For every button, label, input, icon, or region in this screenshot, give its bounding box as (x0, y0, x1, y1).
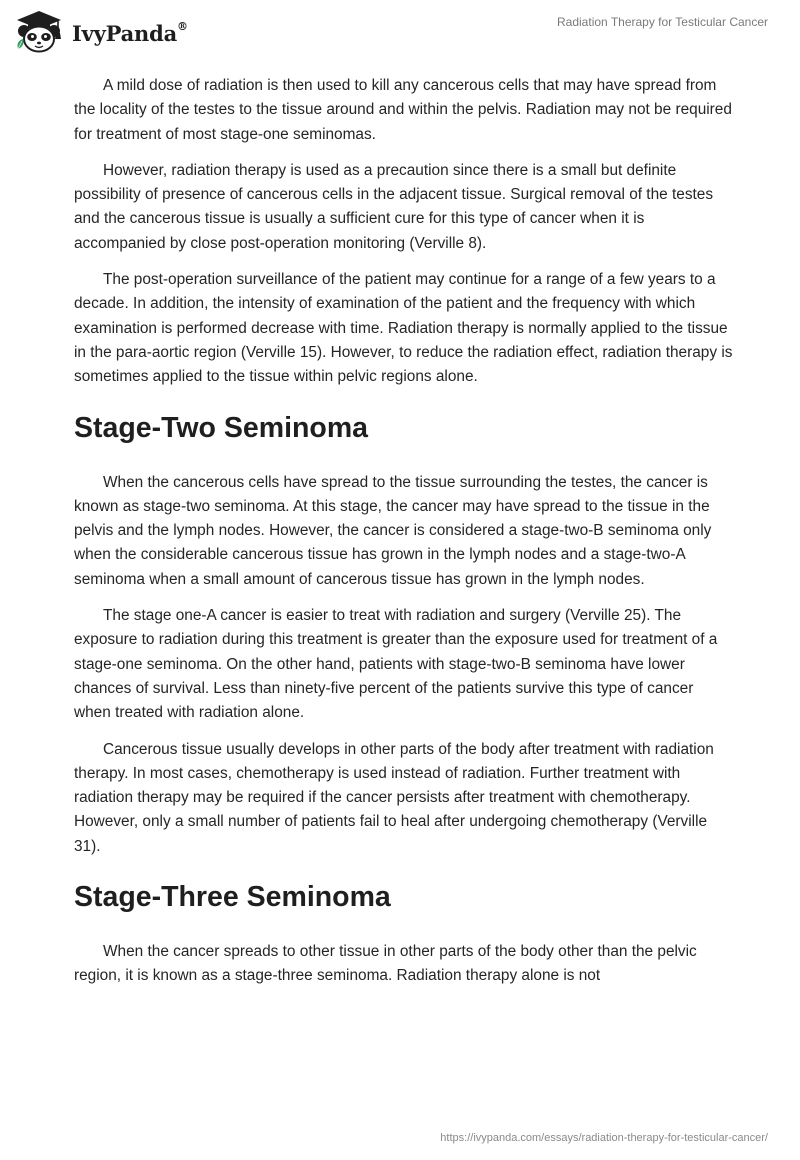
paragraph: The stage one-A cancer is easier to treat with radiation and surgery (Verville 25). The exposure to radiation during this treatment is greater than the exposure used for treatment of a stage-one seminoma. On the other hand, patients with stage-two-B seminoma have lower chances of survival. Less than ninety-five percent of the patients survive this type of cancer when treated with radiation alone. (74, 607, 718, 722)
source-url[interactable]: https://ivypanda.com/essays/radiation-therapy-for-testicular-cancer/ (440, 1132, 768, 1144)
paragraph: Cancerous tissue usually develops in other parts of the body after treatment with radiation therapy. In most cases, chemotherapy is used instead of radiation. Further treatment with radiation therapy may be required if the cancer persists after treatment with chemotherapy. However, only a small number of patients fail to heal after undergoing chemotherapy (Verville 31). (74, 740, 714, 855)
paragraph: The post-operation surveillance of the patient may continue for a range of a few years to a decade. In addition, the intensity of examination of the patient and the frequency with which examination is performed decrease with time. Radiation therapy is normally applied to the tissue in the para-aortic region (Verville 15). However, to reduce the radiation effect, radiation therapy is sometimes applied to the tissue within pelvic regions alone. (74, 271, 733, 386)
panda-graduate-icon (14, 9, 64, 53)
essay-body (74, 74, 734, 1001)
logo-wordmark: IvyPanda® (72, 19, 188, 46)
ivypanda-logo[interactable] (14, 9, 188, 53)
section-heading-stage-three: Stage-Three Seminoma (74, 881, 391, 914)
paragraph: When the cancer spreads to other tissue in other parts of the body other than the pelvic region, it is known as a stage-three seminoma. Radiation therapy alone is not (74, 943, 697, 985)
section-heading-stage-two: Stage-Two Seminoma (74, 411, 369, 444)
page-header (0, 0, 800, 70)
paragraph: A mild dose of radiation is then used to kill any cancerous cells that may have spread from the locality of the testes to the tissue around and within the pelvis. Radiation may not be required for treatment of most stage-one seminomas. (74, 77, 732, 143)
running-title: Radiation Therapy for Testicular Cancer (557, 15, 768, 29)
paragraph: However, radiation therapy is used as a precaution since there is a small but definite possibility of presence of cancerous cells in the adjacent tissue. Surgical removal of the testes and the cancerous tissue is usually a sufficient cure for this type of cancer when it is accompanied by close post-operation monitoring (Verville 8). (74, 161, 714, 252)
paragraph: When the cancerous cells have spread to the tissue surrounding the testes, the cancer is known as stage-two seminoma. At this stage, the cancer may have spread to the tissue in the pelvis and the lymph nodes. However, the cancer is considered a stage-two-B seminoma only when the considerable cancerous tissue has grown in the lymph nodes and a stage-two-A seminoma when a small amount of cancerous tissue has grown in the lymph nodes. (74, 473, 712, 588)
